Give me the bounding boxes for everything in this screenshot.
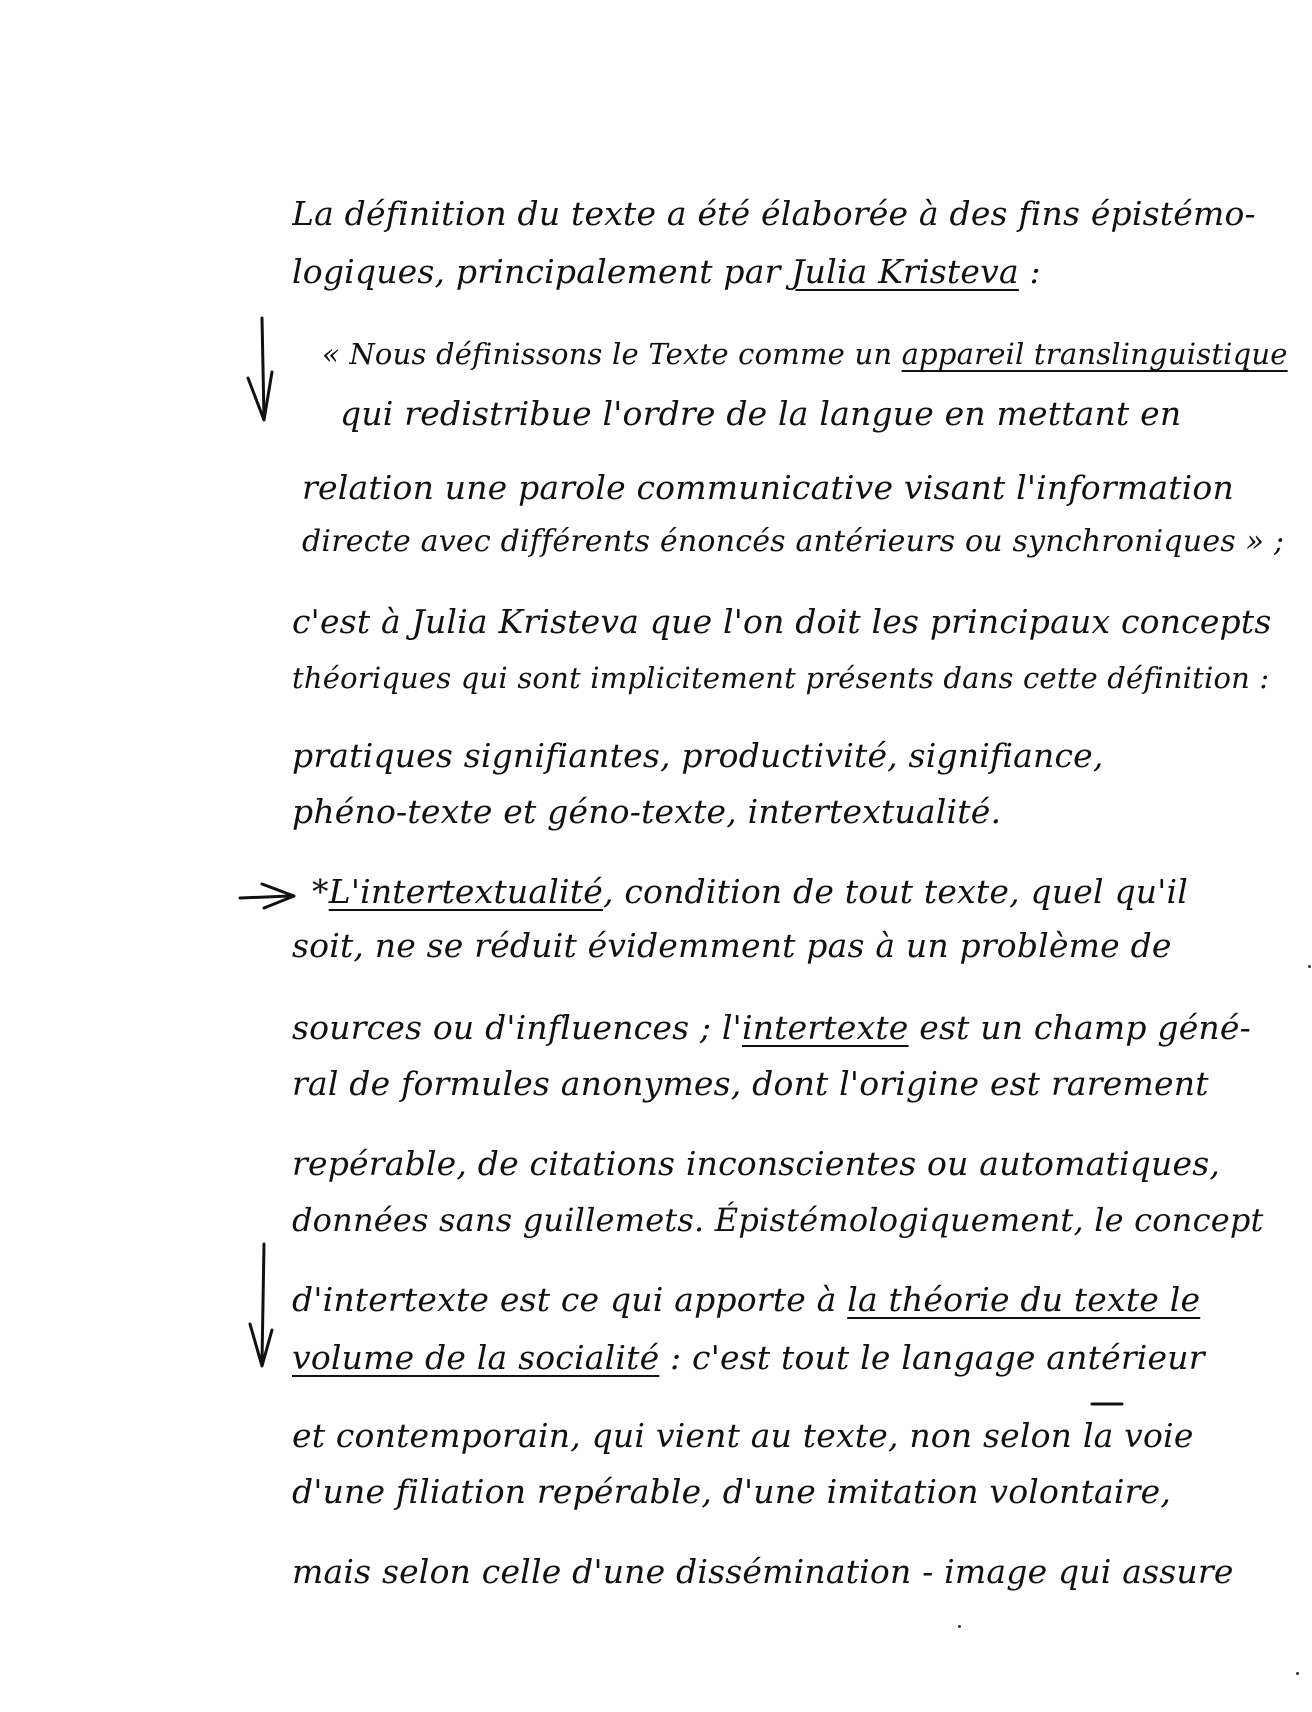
manuscript-line: [322, 326, 1312, 382]
manuscript-line: [340, 386, 1312, 442]
line-text: , condition de tout texte, quel qu'il: [602, 872, 1188, 911]
line-text: mais selon celle d'une dissémination - image qui assure: [292, 1552, 1234, 1591]
manuscript-line: [292, 1000, 1282, 1056]
line-text: repérable, de citations inconscientes ou automatiques,: [292, 1144, 1221, 1183]
manuscript-line: [302, 460, 1292, 516]
underlined-phrase: la théorie du texte le: [847, 1280, 1201, 1319]
line-text: :: [1018, 252, 1041, 291]
line-text: est un champ géné-: [908, 1008, 1251, 1047]
manuscript-line: [292, 244, 1282, 300]
margin-down-arrow-icon: [250, 1244, 272, 1366]
line-text: d'une filiation repérable, d'une imitation volontaire,: [292, 1472, 1172, 1511]
line-text: « Nous définissons le Texte comme un: [322, 337, 902, 371]
manuscript-line: [292, 1056, 1282, 1112]
line-text: d'intertexte est ce qui apporte à: [292, 1280, 848, 1319]
line-text: : c'est tout le langage antérieur: [659, 1338, 1205, 1377]
line-text: phéno-texte et géno-texte, intertextualité.: [292, 792, 1002, 831]
line-text: pratiques signifiantes, productivité, signifiance,: [292, 736, 1104, 775]
manuscript-line: [292, 1330, 1282, 1386]
line-text: *: [312, 872, 329, 911]
paper-speck: [1308, 965, 1311, 968]
line-text: directe avec différents énoncés antérieurs ou synchroniques » ;: [302, 524, 1285, 559]
line-text: logiques, principalement par: [292, 252, 792, 291]
line-text: soit, ne se réduit évidemment pas à un problème de: [292, 926, 1172, 965]
line-text: théoriques qui sont implicitement présents dans cette définition :: [292, 661, 1270, 695]
manuscript-line: [292, 1408, 1282, 1464]
manuscript-line: [292, 594, 1282, 650]
underlined-phrase: intertexte: [741, 1008, 909, 1047]
margin-right-arrow-icon: [240, 884, 294, 908]
manuscript-line: [292, 650, 1282, 706]
line-text: qui redistribue l'ordre de la langue en mettant en: [340, 394, 1182, 433]
line-text: et contemporain, qui vient au texte, non selon la voie: [292, 1416, 1194, 1455]
margin-down-arrow-icon: [248, 318, 272, 420]
manuscript-line: [292, 1464, 1282, 1520]
manuscript-line: [292, 1192, 1282, 1248]
line-text: La définition du texte a été élaborée à des fins épistémo-: [292, 194, 1256, 233]
line-text: données sans guillemets. Épistémologiquement, le concept: [292, 1201, 1264, 1239]
manuscript-line: [292, 186, 1282, 242]
line-text: relation une parole communicative visant l'information: [302, 468, 1234, 507]
underlined-phrase: L'intertextualité: [328, 872, 603, 911]
manuscript-line: [302, 514, 1292, 570]
paper-speck: [958, 1625, 961, 1628]
manuscript-line: [292, 728, 1282, 784]
manuscript-line: [292, 1136, 1282, 1192]
line-text: c'est à Julia Kristeva que l'on doit les principaux concepts: [292, 602, 1272, 641]
underlined-phrase: appareil translinguistique: [901, 337, 1288, 371]
line-text: sources ou d'influences ; l': [292, 1008, 742, 1047]
manuscript-line: [292, 784, 1282, 840]
manuscript-line: [292, 918, 1282, 974]
manuscript-line: [312, 864, 1302, 920]
line-text: ral de formules anonymes, dont l'origine est rarement: [292, 1064, 1209, 1103]
underlined-phrase: volume de la socialité: [292, 1338, 660, 1377]
paper-speck: [1296, 1672, 1299, 1675]
underlined-phrase: Julia Kristeva: [791, 252, 1019, 291]
manuscript-line: [292, 1544, 1282, 1600]
manuscript-line: [292, 1272, 1282, 1328]
